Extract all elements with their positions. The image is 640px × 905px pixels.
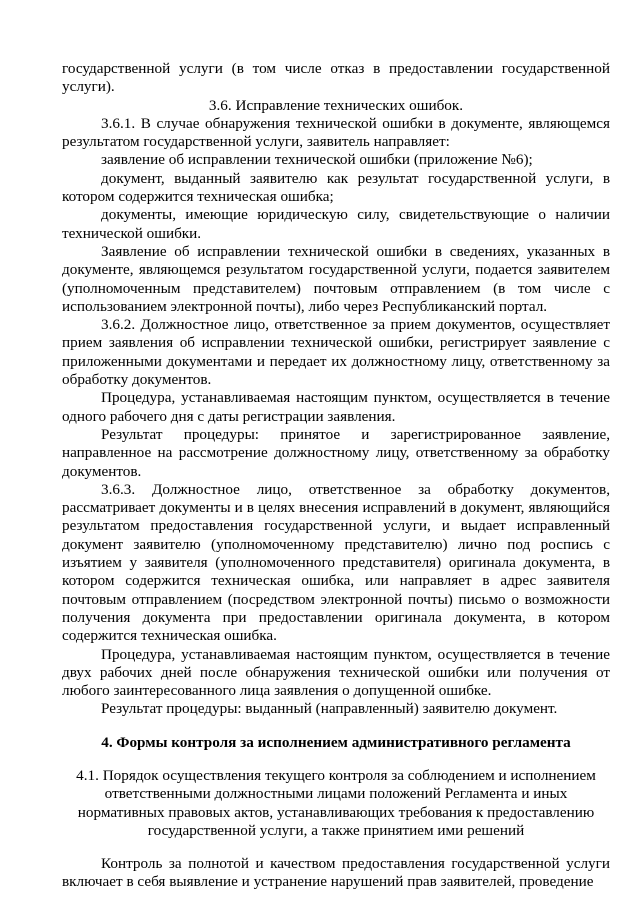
section-3-6-title: 3.6. Исправление технических ошибок.	[208, 96, 464, 114]
paragraph-result-1: Результат процедуры: принятое и зарегистрированное заявление, направленное на рассмотрение должностному лицу, ответственному за обработку документов.	[62, 425, 610, 480]
paragraph-result-2: Результат процедуры: выданный (направленный) заявителю документ.	[101, 700, 558, 718]
paragraph-3-6-3: 3.6.3. Должностное лицо, ответственное за обработку документов, рассматривает документы и в целях внесения исправлений в документ, являющийся результатом предоставления государственной услуги, и выдает исправленный документ заявителю (уполномоченному представителю) лично под роспись с изъятием у заявителя (уполномоченного представителя) оригинала документа, в котором содержится техническая ошибка, или направляет в адрес заявителя почтовым отправлением (посредством электронной почты) письмо о возможности получения документа при предоставлении оригинала документа, в котором содержится техническая ошибка.	[62, 480, 610, 645]
list-item-application: заявление об исправлении технической ошибки (приложение №6);	[101, 151, 533, 169]
paragraph-submission: Заявление об исправлении технической ошибки в сведениях, указанных в документе, являющемся результатом государственной услуги, подается заявителем (уполномоченным представителем) почтовым отправлением (в том числе с использованием электронной почты), либо через Республиканский портал.	[62, 242, 610, 315]
paragraph-procedure-2: Процедура, устанавливаемая настоящим пунктом, осуществляется в течение двух рабочих дней после обнаружения технической ошибки или получения от любого заинтересованного лица заявления о допущенной ошибке.	[62, 645, 610, 700]
section-4-1-body: Контроль за полнотой и качеством предоставления государственной услуги включает в себя выявление и устранение нарушений прав заявителей, проведение	[62, 855, 610, 891]
section-4-heading: 4. Формы контроля за исполнением административного регламента	[101, 733, 571, 751]
paragraph-3-6-1: 3.6.1. В случае обнаружения технической ошибки в документе, являющемся результатом государственной услуги, заявитель направляет:	[62, 114, 610, 151]
section-4-1-subheading: 4.1. Порядок осуществления текущего контроля за соблюдением и исполнением ответственными должностными лицами положений Регламента и иных нормативных правовых актов, устанавливающих требования к предоставлению государственной услуги, а также принятием ими решений	[76, 766, 596, 839]
paragraph-3-6-2: 3.6.2. Должностное лицо, ответственное за прием документов, осуществляет прием заявления об исправлении технической ошибки, регистрирует заявление с приложенными документами и передает их должностному лицу, ответственному за обработку документов.	[62, 316, 610, 389]
list-item-document: документ, выданный заявителю как результат государственной услуги, в котором содержится техническая ошибка;	[62, 169, 610, 206]
list-item-evidence: документы, имеющие юридическую силу, свидетельствующие о наличии технической ошибки.	[62, 206, 610, 242]
paragraph-procedure-1: Процедура, устанавливаемая настоящим пунктом, осуществляется в течение одного рабочего дня с даты регистрации заявления.	[62, 389, 610, 425]
document-body	[62, 60, 610, 892]
paragraph-continuation: государственной услуги (в том числе отказ в предоставлении государственной услуги).	[62, 60, 610, 96]
